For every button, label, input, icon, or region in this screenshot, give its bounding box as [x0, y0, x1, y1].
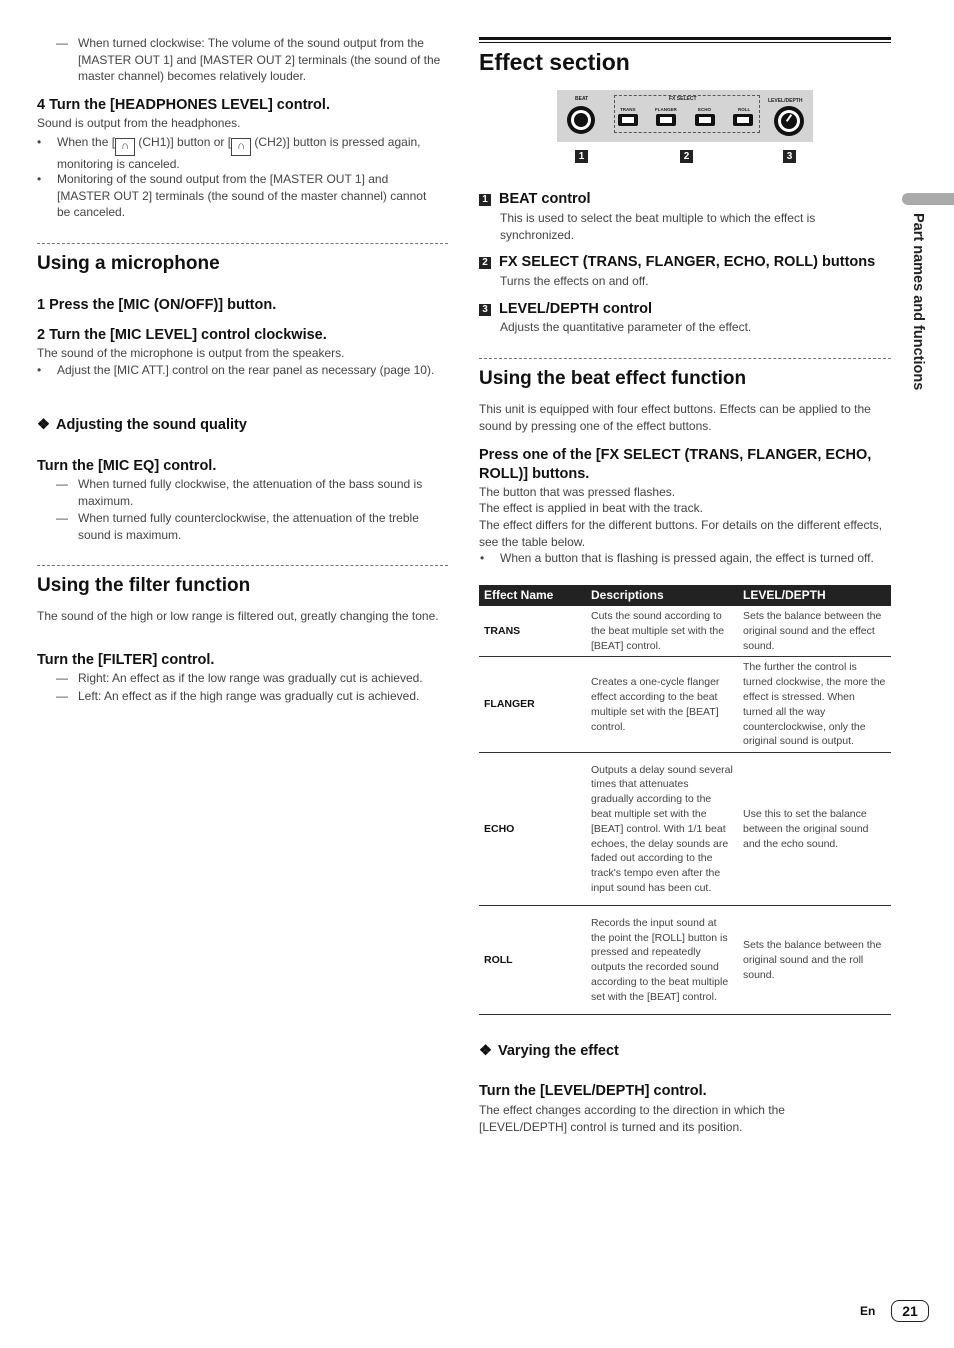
filter-dash-2: — Left: An effect as if the high range was gradually cut is achieved.	[56, 689, 420, 703]
effect-name: FLANGER	[479, 657, 586, 753]
fx-select-label: FX SELECT	[669, 96, 697, 102]
mic-eq-title: Turn the [MIC EQ] control.	[37, 458, 217, 474]
side-tab-marker	[902, 193, 954, 205]
divider	[37, 243, 448, 244]
item-2-title: 2 FX SELECT (TRANS, FLANGER, ECHO, ROLL) buttons	[479, 254, 875, 270]
effect-name: ROLL	[479, 906, 586, 1015]
step-4-title: 4 Turn the [HEADPHONES LEVEL] control.	[37, 97, 330, 113]
mic-step-2-bullet: • Adjust the [MIC ATT.] control on the rear panel as necessary (page 10).	[37, 363, 435, 377]
effect-section-heading: Effect section	[479, 49, 630, 75]
beat-fx-body: This unit is equipped with four effect buttons. Effects can be applied to the sound by pressing one of the effect buttons.	[479, 402, 871, 433]
callout-2: 2	[680, 150, 693, 163]
table-header: Effect Name	[479, 585, 586, 606]
mic-eq-dash-1: — When turned fully clockwise, the attenuation of the bass sound is maximum.	[56, 477, 423, 508]
mic-step-2: 2 Turn the [MIC LEVEL] control clockwise.	[37, 327, 327, 343]
filter-body: The sound of the high or low range is filtered out, greatly changing the tone.	[37, 609, 439, 623]
side-tab: Part names and functions	[910, 213, 926, 391]
effect-name: ECHO	[479, 753, 586, 906]
divider	[37, 565, 448, 566]
echo-button	[695, 114, 715, 126]
effect-level-depth: The further the control is turned clockwise, the more the effect is stressed. When turned all the way counterclockwise, only the original sound is output.	[738, 657, 891, 753]
beat-fx-bullet: • When a button that is flashing is pressed again, the effect is turned off.	[480, 551, 874, 565]
item-3-title: 3 LEVEL/DEPTH control	[479, 301, 652, 317]
effect-description: Outputs a delay sound several times that attenuates gradually according to the beat multiple set with the [BEAT] control. With 1/1 beat echoes, the delay sounds are faded out according to the track's tempo even after the input sound has been cut.	[586, 753, 738, 906]
item-1-body: This is used to select the beat multiple to which the effect is synchronized.	[500, 211, 816, 242]
effects-table	[479, 585, 891, 1015]
step-4-bullet-1: • When the [ ∩ (CH1)] button or [ ∩ (CH2)] button is pressed again, monitoring is canceled.	[37, 135, 421, 171]
vary-sub-heading: ❖ Varying the effect	[479, 1043, 619, 1059]
beat-fx-press-title: Press one of the [FX SELECT (TRANS, FLANGER, ECHO, ROLL)] buttons.	[479, 447, 872, 482]
effect-description: Records the input sound at the point the [ROLL] button is pressed and repeatedly outputs the recorded sound according to the beat multiple set with the [BEAT] control.	[586, 906, 738, 1015]
intro-dash: — When turned clockwise: The volume of the sound output from the [MASTER OUT 1] and [MASTER OUT 2] terminals (the sound of the master channel) becomes relatively louder.	[56, 36, 441, 83]
level-depth-label: LEVEL/DEPTH	[768, 98, 803, 104]
footer-language: En	[860, 1304, 876, 1318]
step-4-body: Sound is output from the headphones.	[37, 116, 241, 130]
table-row	[479, 906, 891, 1015]
divider	[479, 358, 891, 359]
effect-level-depth: Sets the balance between the original sound and the effect sound.	[738, 606, 891, 657]
flanger-label: FLANGER	[655, 107, 677, 112]
effect-name: TRANS	[479, 606, 586, 657]
item-3-body: Adjusts the quantitative parameter of the effect.	[500, 320, 752, 334]
effect-description: Cuts the sound according to the beat multiple set with the [BEAT] control.	[586, 606, 738, 657]
headphones-icon: ∩	[115, 138, 135, 156]
beat-knob	[567, 106, 595, 134]
vary-title: Turn the [LEVEL/DEPTH] control.	[479, 1083, 707, 1099]
flanger-button	[656, 114, 676, 126]
filter-title: Turn the [FILTER] control.	[37, 652, 215, 668]
heading-rule	[479, 37, 891, 40]
mic-step-1: 1 Press the [MIC (ON/OFF)] button.	[37, 297, 277, 313]
beat-fx-line-1: The button that was pressed flashes.	[479, 485, 676, 499]
effect-level-depth: Sets the balance between the original sound and the roll sound.	[738, 906, 891, 1015]
step-4-bullet-2: • Monitoring of the sound output from the [MASTER OUT 1] and [MASTER OUT 2] terminals (the sound of the master channel) cannot be canceled.	[37, 172, 427, 219]
mic-eq-dash-2: — When turned fully counterclockwise, the attenuation of the treble sound is maximum.	[56, 511, 419, 542]
table-header: Descriptions	[586, 585, 738, 606]
mic-step-2-body: The sound of the microphone is output from the speakers.	[37, 346, 345, 360]
effect-level-depth: Use this to set the balance between the original sound and the echo sound.	[738, 753, 891, 906]
filter-dash-1: — Right: An effect as if the low range was gradually cut is achieved.	[56, 671, 423, 685]
page-number: 21	[891, 1300, 929, 1322]
echo-label: ECHO	[698, 107, 712, 112]
diamond-icon: ❖	[479, 1043, 492, 1059]
roll-button	[733, 114, 753, 126]
beat-fx-line-3: The effect differs for the different buttons. For details on the different effects, see the table below.	[479, 518, 883, 549]
table-row	[479, 753, 891, 906]
callout-1: 1	[575, 150, 588, 163]
roll-label: ROLL	[738, 107, 751, 112]
vary-body: The effect changes according to the direction in which the [LEVEL/DEPTH] control is turned and its position.	[479, 1103, 785, 1134]
table-header: LEVEL/DEPTH	[738, 585, 891, 606]
headphones-icon: ∩	[231, 138, 251, 156]
table-row	[479, 606, 891, 657]
item-2-body: Turns the effects on and off.	[500, 274, 649, 288]
diamond-icon: ❖	[37, 417, 50, 433]
beat-fx-heading: Using the beat effect function	[479, 368, 747, 389]
beat-fx-line-2: The effect is applied in beat with the track.	[479, 501, 703, 515]
beat-label: BEAT	[575, 96, 589, 102]
level-depth-knob	[774, 106, 804, 136]
callout-3: 3	[783, 150, 796, 163]
effect-panel-illustration	[557, 90, 813, 142]
item-1-title: 1 BEAT control	[479, 191, 591, 207]
trans-button	[618, 114, 638, 126]
mic-heading: Using a microphone	[37, 253, 220, 274]
table-header-row	[479, 585, 891, 606]
mic-sub-heading: ❖ Adjusting the sound quality	[37, 417, 247, 433]
heading-rule-thin	[479, 42, 891, 43]
trans-label: TRANS	[620, 107, 636, 112]
effect-description: Creates a one-cycle flanger effect according to the beat multiple set with the [BEAT] control.	[586, 657, 738, 753]
filter-heading: Using the filter function	[37, 575, 251, 596]
table-row	[479, 657, 891, 753]
